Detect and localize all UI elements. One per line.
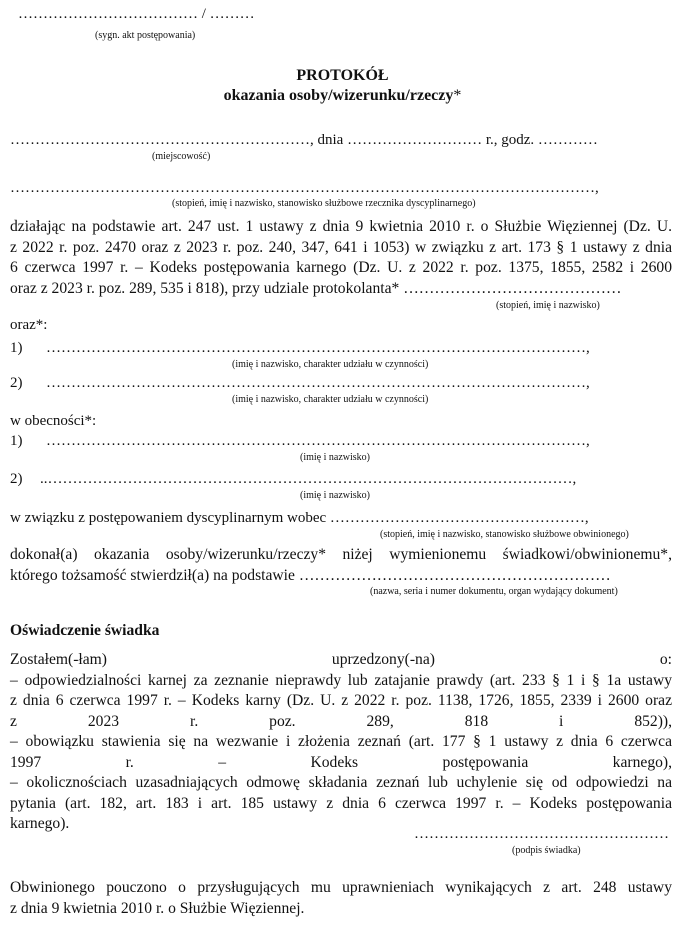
participant-2-caption: (imię i nazwisko, charakter udziału w czynności) [232, 394, 429, 405]
legal-basis-line-3: 6 czerwca 1997 r. – Kodeks postępowania karnego (Dz. U. z 2022 r. poz. 1375, 1855, 2582 i 2600 [10, 259, 672, 276]
identification-line-2[interactable]: którego tożsamość stwierdził(a) na podstawie …………………………………………………… [10, 566, 611, 584]
case-signature-line[interactable]: ……………………………… / ……… [18, 6, 255, 22]
witness-signature-caption: (podpis świadka) [512, 845, 581, 856]
participant-2-line[interactable]: ………………………………………………………………………………………………, [46, 375, 590, 391]
place-date-line[interactable]: ……………………………………………………, dnia ……………………… r., godz. ………… [10, 132, 598, 148]
recorder-caption: (stopień, imię i nazwisko) [496, 300, 600, 311]
participant-1-caption: (imię i nazwisko, charakter udziału w czynności) [232, 359, 429, 370]
subtitle-asterisk: * [453, 87, 462, 104]
proceedings-line[interactable]: w związku z postępowaniem dyscyplinarnym wobec ……………………………………………, [10, 510, 589, 526]
witness-line-6: – okolicznościach uzasadniających odmowę składania zeznań lub uchylenie się od odpowiedzi na [10, 774, 672, 791]
participants-label: oraz*: [10, 317, 48, 333]
officer-caption: (stopień, imię i nazwisko, stanowisko służbowe rzecznika dyscyplinarnego) [172, 198, 476, 209]
case-signature-caption: (sygn. akt postępowania) [95, 30, 196, 41]
accused-notice-paragraph [10, 878, 672, 919]
witness-statement-heading: Oświadczenie świadka [10, 622, 160, 639]
accused-notice-line-2: z dnia 9 kwietnia 2010 r. o Służbie Więziennej. [10, 899, 305, 917]
participant-1-number: 1) [10, 340, 23, 356]
identification-line-1: dokonał(a) okazania osoby/wizerunku/rzeczy* niżej wymienionemu świadkowi/obwinionemu*, [10, 546, 672, 563]
witness-statement-body [10, 650, 672, 835]
witness-line-4: – obowiązku stawienia się na wezwanie i złożenia zeznań (art. 177 § 1 ustawy z dnia 6 czerwca [10, 733, 672, 750]
presence-1-line[interactable]: ………………………………………………………………………………………………, [46, 433, 590, 449]
witness-signature-line[interactable]: …………………………………………… [414, 826, 669, 842]
document-subtitle [0, 87, 685, 105]
presence-2-caption: (imię i nazwisko) [300, 490, 370, 501]
legal-basis-line-2: z 2022 r. poz. 2470 oraz z 2023 r. poz. 240, 347, 641 i 1053) w związku z art. 173 § 1 ustawy z dnia [10, 238, 672, 256]
witness-intro: Zostałem(-łam) uprzedzony(-na) o: [10, 651, 672, 668]
place-caption: (miejscowość) [152, 151, 211, 162]
legal-basis-paragraph [10, 217, 672, 299]
document-title: PROTOKÓŁ [296, 67, 389, 84]
legal-basis-line-1: działając na podstawie art. 247 ust. 1 ustawy z dnia 9 kwietnia 2010 r. o Służbie Więziennej (Dz. U. [10, 218, 672, 235]
officer-line[interactable]: ………………………………………………………………………………………………………, [10, 180, 599, 196]
document-subtitle-text: okazania osoby/wizerunku/rzeczy [223, 87, 454, 104]
presence-2-line[interactable]: ..……………………………………………………………………………………………, [40, 471, 577, 487]
presence-2-number: 2) [10, 471, 23, 487]
presence-1-number: 1) [10, 433, 23, 449]
witness-line-8: karnego). [10, 815, 70, 832]
legal-basis-line-4[interactable]: oraz z 2023 r. poz. 289, 535 i 818), przy udziale protokolanta* …………………………………… [10, 279, 622, 297]
accused-notice-line-1: Obwinionego pouczono o przysługujących mu uprawnieniach wynikających z art. 248 ustawy [10, 879, 672, 896]
witness-line-5: 1997 r. – Kodeks postępowania karnego), [10, 753, 672, 771]
accused-caption: (stopień, imię i nazwisko, stanowisko służbowe obwinionego) [380, 529, 629, 540]
presence-label: w obecności*: [10, 413, 97, 429]
witness-line-7: pytania (art. 182, art. 183 i art. 185 ustawy z dnia 6 czerwca 1997 r. – Kodeks postępowania [10, 794, 672, 812]
witness-line-3: z 2023 r. poz. 289, 818 i 852)), [10, 712, 672, 730]
presence-1-caption: (imię i nazwisko) [300, 452, 370, 463]
identification-paragraph [10, 545, 672, 586]
participant-1-line[interactable]: ………………………………………………………………………………………………, [46, 340, 590, 356]
witness-line-1: – odpowiedzialności karnej za zeznanie nieprawdy lub zatajanie prawdy (art. 233 § 1 i § 1a ustawy [10, 671, 672, 689]
document-caption: (nazwa, seria i numer dokumentu, organ wydający dokument) [370, 586, 618, 597]
participant-2-number: 2) [10, 375, 23, 391]
witness-line-2: z dnia 6 czerwca 1997 r. – Kodeks karny (Dz. U. z 2022 r. poz. 1138, 1726, 1855, 2339 i 2600 oraz [10, 692, 672, 709]
